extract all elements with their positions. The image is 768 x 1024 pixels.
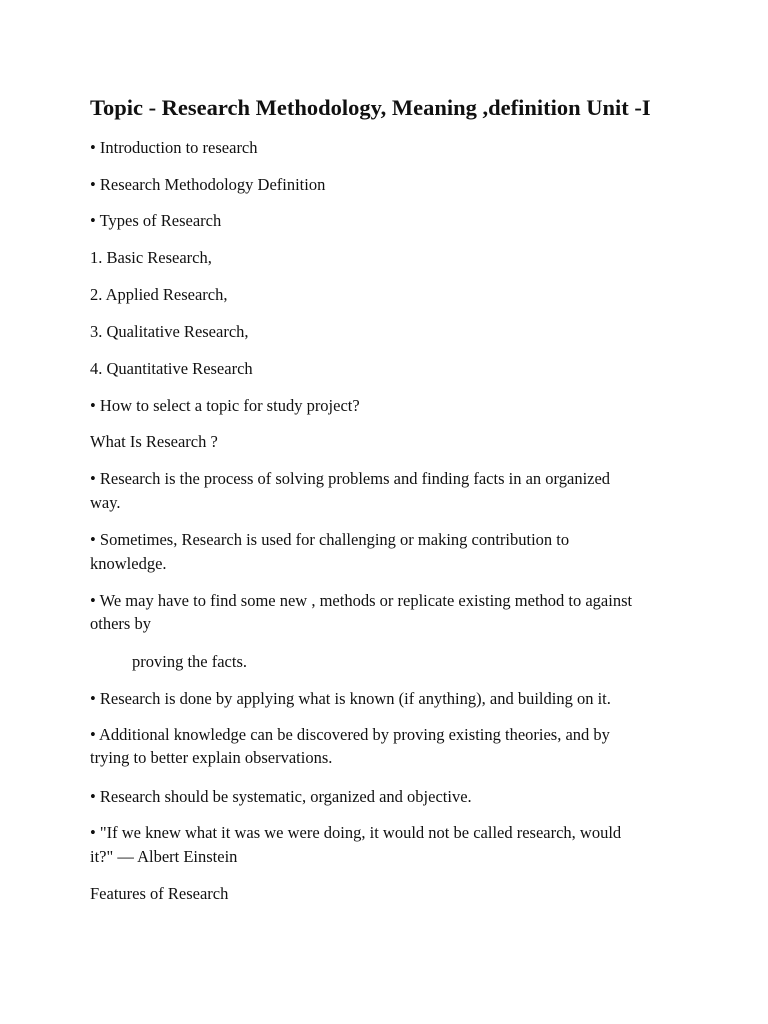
paragraph-line: • We may have to find some new , methods or replicate existing method to against — [90, 591, 633, 610]
paragraph-line: • Research is done by applying what is known (if anything), and building on it. — [90, 689, 611, 708]
paragraph-line: way. — [90, 493, 121, 512]
bullet-types-of-research: • Types of Research — [90, 211, 222, 230]
quote-line: • "If we knew what it was we were doing, it would not be called research, would — [90, 823, 622, 842]
numbered-item-basic: 1. Basic Research, — [90, 248, 212, 267]
numbered-item-applied: 2. Applied Research, — [90, 285, 228, 304]
paragraph-line: • Research should be systematic, organized and objective. — [90, 787, 472, 806]
paragraph-line-indented: proving the facts. — [132, 652, 248, 671]
section-heading-features: Features of Research — [90, 884, 229, 903]
document-title: Topic - Research Methodology, Meaning ,definition Unit -I — [90, 95, 651, 120]
section-heading-what-is-research: What Is Research ? — [90, 432, 218, 451]
paragraph-line: • Research is the process of solving problems and finding facts in an organized — [90, 469, 611, 488]
paragraph-line: knowledge. — [90, 554, 167, 573]
paragraph-line: • Sometimes, Research is used for challenging or making contribution to — [90, 530, 570, 549]
paragraph-line: • Additional knowledge can be discovered by proving existing theories, and by — [90, 725, 610, 744]
quote-line: it?" — Albert Einstein — [90, 847, 238, 866]
bullet-methodology-definition: • Research Methodology Definition — [90, 175, 326, 194]
paragraph-line: others by — [90, 614, 151, 633]
numbered-item-qualitative: 3. Qualitative Research, — [90, 322, 249, 341]
bullet-introduction: • Introduction to research — [90, 138, 258, 157]
bullet-select-topic: • How to select a topic for study project? — [90, 396, 360, 415]
paragraph-line: trying to better explain observations. — [90, 748, 333, 767]
numbered-item-quantitative: 4. Quantitative Research — [90, 359, 253, 378]
